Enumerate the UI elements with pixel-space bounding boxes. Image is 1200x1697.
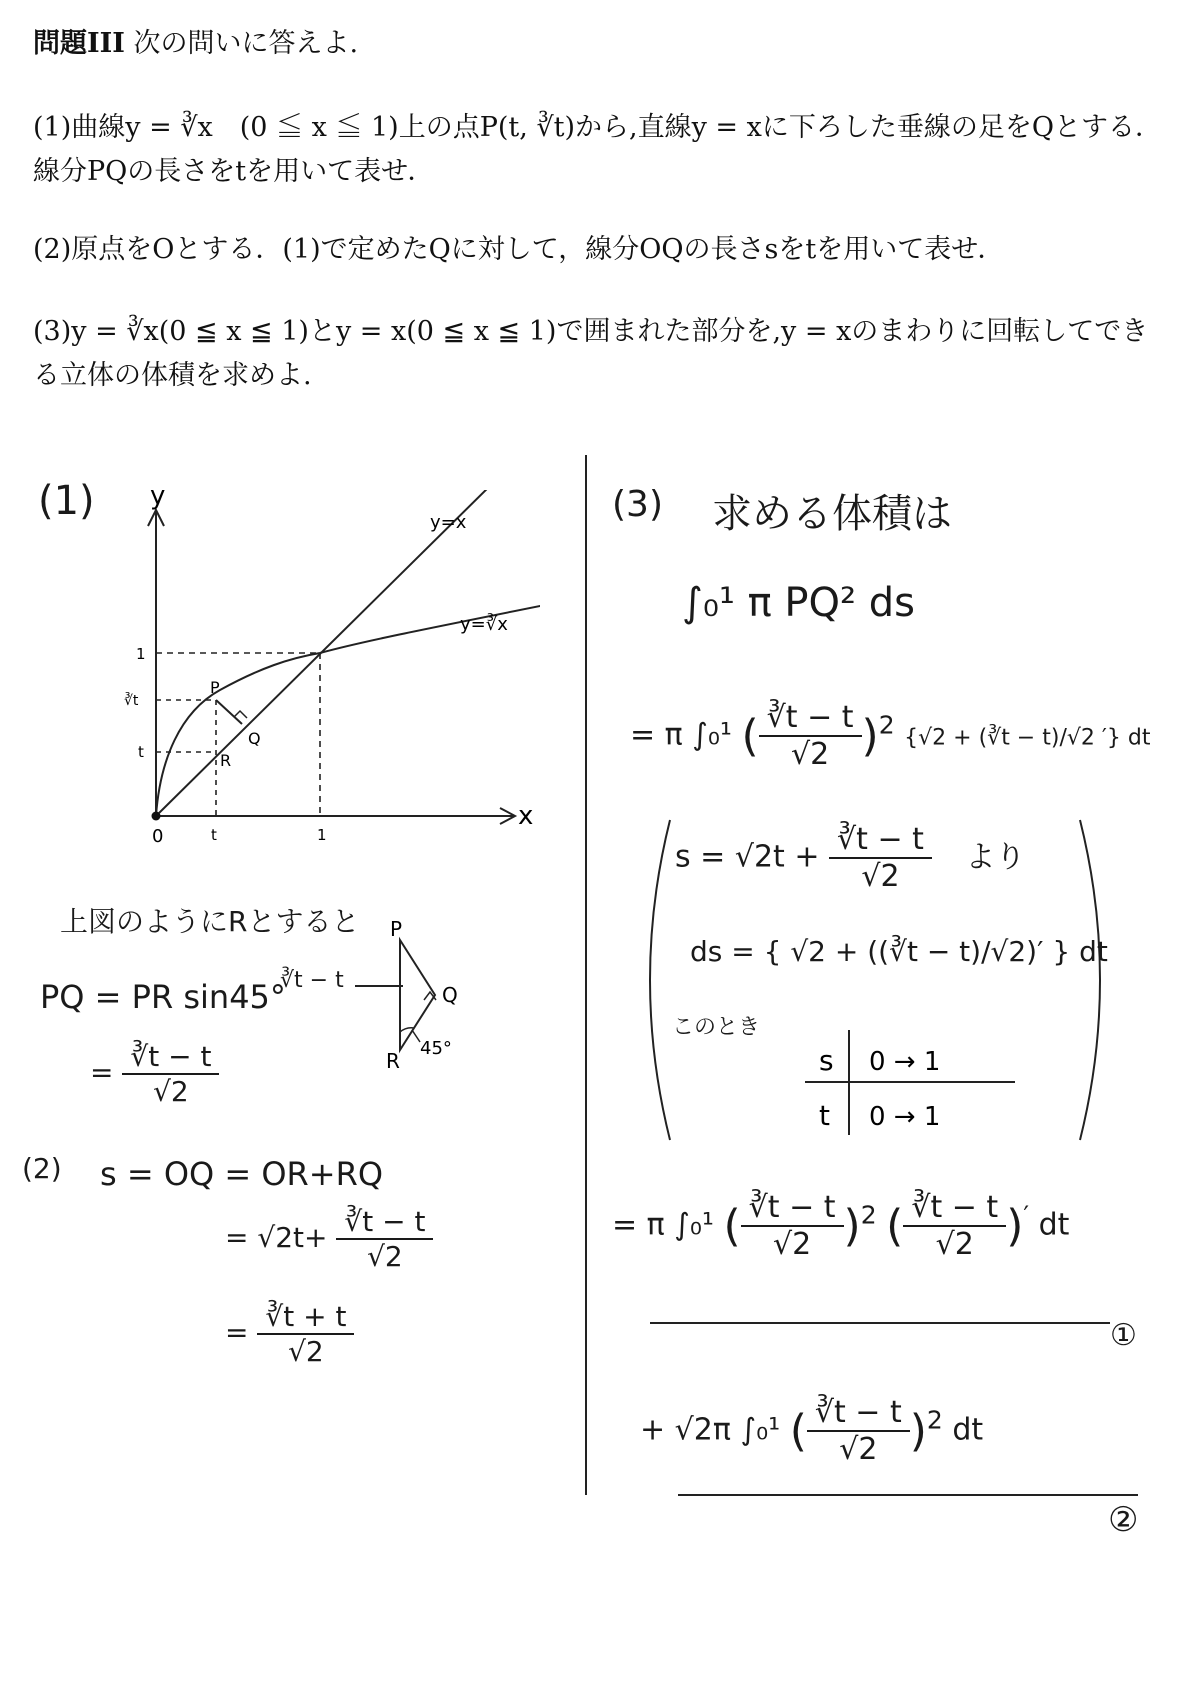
mark-2: ② (1108, 1500, 1139, 1540)
triangle-PQR (380, 920, 510, 1070)
problem-header-text: 次の問いに答えよ. (133, 28, 359, 59)
tri-R-label: R (386, 1049, 400, 1070)
y-axis-label: y (150, 490, 166, 511)
tri-Q-label: Q (442, 983, 458, 1007)
line-label: y=x (430, 512, 467, 533)
part3-label: (3) (612, 484, 663, 525)
eq3-fraction: $\frac{∛t - t}{√2}$ (807, 1395, 910, 1467)
volume-equation-1: = π ∫₀¹ ( $\frac{∛t - t}{√2}$ )$^2$ {√2 + (∛t − t)/√2 ′} dt (630, 700, 1151, 772)
pq-fraction: $\frac{∛t - t}{√2}$ (122, 1040, 219, 1108)
problem-header-bold: 問題III (33, 28, 125, 59)
origin-dot (152, 812, 161, 821)
curve-cube-root (156, 605, 540, 816)
table-t-range: 0 → 1 (869, 1102, 941, 1132)
graph-figure (120, 490, 540, 850)
pq-equation: PQ = PR sin45° (40, 978, 286, 1016)
part2-label: (2) (22, 1152, 62, 1185)
right-angle-mark (234, 711, 247, 718)
question-1: (1)曲線y = ∛x (0 ≦ x ≦ 1)上の点P(t, ∛t)から,直線y = xに下ろした垂線の足をQとする．線分PQの長さをtを用いて表せ． (33, 112, 1162, 187)
tick-label-cbrt-t: ∛t (124, 693, 139, 709)
s-equation-2: = √2t+ $\frac{∛t - t}{√2}$ (225, 1205, 433, 1273)
mark-1: ① (1110, 1318, 1137, 1353)
eq2-fraction-b: $\frac{∛t - t}{√2}$ (903, 1190, 1006, 1262)
question-2: (2)原点をOとする．(1)で定めたQに対して，線分OQの長さsをtを用いて表せ． (33, 234, 1005, 265)
note-text: 上図のようにRとすると (60, 905, 360, 938)
range-table (805, 1030, 1025, 1140)
point-Q-label: Q (248, 729, 261, 748)
part1-label: (1) (38, 478, 95, 524)
underline-1 (650, 1320, 1110, 1326)
s-equation-1: s = OQ = OR+RQ (100, 1155, 384, 1193)
underline-2 (678, 1492, 1138, 1498)
table-s: s (819, 1044, 834, 1077)
volume-equation-3: + √2π ∫₀¹ ( $\frac{∛t - t}{√2}$ )$^2$ dt (640, 1395, 984, 1467)
x-tick-1: 1 (317, 826, 327, 844)
s-fraction-2: $\frac{∛t + t}{√2}$ (257, 1300, 354, 1368)
x-tick-t: t (211, 826, 217, 844)
eq2-fraction-a: $\frac{∛t - t}{√2}$ (741, 1190, 844, 1262)
pr-annotation: ∛t − t (280, 968, 344, 993)
volume-heading: 求める体積は (712, 491, 952, 537)
eq1-fraction: $\frac{∛t - t}{√2}$ (759, 700, 862, 772)
s-def-fraction: $\frac{∛t - t}{√2}$ (829, 822, 932, 894)
problem-header (33, 22, 1163, 66)
tick-label-t: t (138, 743, 144, 761)
table-t: t (819, 1099, 830, 1132)
line-y-equals-x (156, 490, 500, 816)
point-R-label: R (220, 751, 232, 770)
s-fraction-1: $\frac{∛t - t}{√2}$ (336, 1205, 433, 1273)
point-P-label: P (210, 678, 220, 697)
tri-P-label: P (390, 920, 403, 941)
column-divider (584, 455, 588, 1495)
volume-equation-2: = π ∫₀¹ ( $\frac{∛t - t}{√2}$ )$^2$ ( $\frac{∛t - t}{√2}$ )′ dt (612, 1190, 1070, 1262)
ds-equation: ds = { √2 + ((∛t − t)/√2)′ } dt (690, 935, 1108, 968)
konotoki-text: このとき (672, 1015, 761, 1040)
pq-result: = $\frac{∛t - t}{√2}$ (90, 1040, 219, 1108)
question-3: (3)y = ∛x(0 ≦ x ≦ 1)とy = x(0 ≦ x ≦ 1)で囲まれた部分を,y = xのまわりに回転してできる立体の体積を求めよ. (33, 316, 1149, 391)
table-s-range: 0 → 1 (869, 1047, 941, 1077)
origin-label: 0 (152, 826, 164, 847)
x-axis-label: x (518, 801, 534, 831)
s-equation-3: = $\frac{∛t + t}{√2}$ (225, 1300, 354, 1368)
s-definition: s = √2t + $\frac{∛t - t}{√2}$ より (675, 822, 1026, 894)
curve-label: y=∛x (460, 614, 508, 635)
volume-integral: ∫₀¹ π PQ² ds (682, 580, 916, 626)
tick-label-y1: 1 (136, 645, 146, 663)
tri-angle-label: 45° (420, 1038, 452, 1059)
